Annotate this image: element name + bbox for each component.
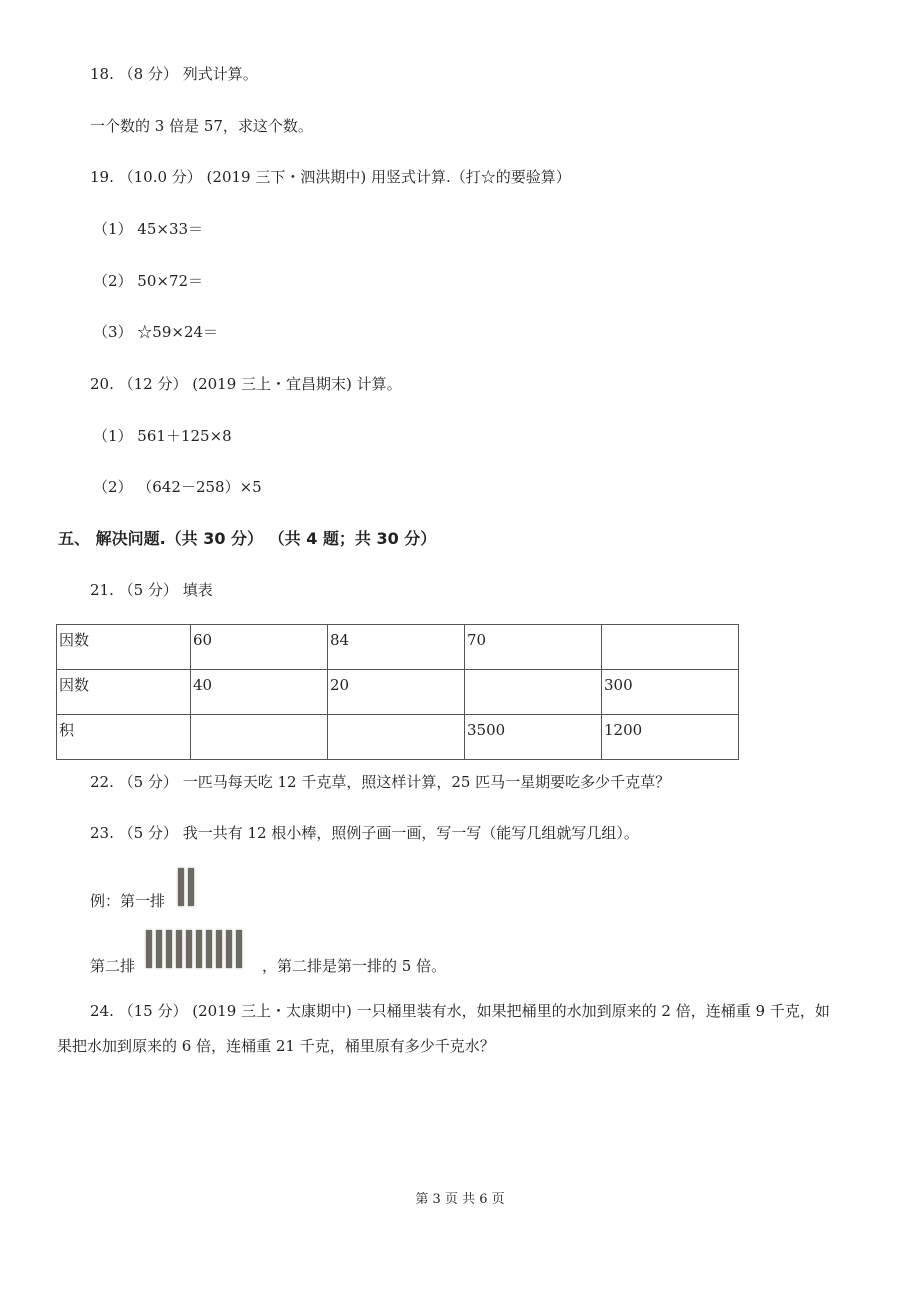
page-footer: 第 3 页 共 6 页 [415, 1192, 505, 1207]
q18-title: 18. （8 分） 列式计算。 [90, 65, 258, 83]
stick [156, 930, 162, 968]
table-cell: 84 [328, 625, 465, 670]
stick [206, 930, 212, 968]
stick [186, 930, 192, 968]
table-cell: 积 [57, 715, 191, 760]
table-cell: 40 [191, 670, 328, 715]
stick [196, 930, 202, 968]
table-cell: 因数 [57, 670, 191, 715]
table-cell: 20 [328, 670, 465, 715]
q21-title: 21. （5 分） 填表 [90, 581, 213, 599]
table-cell [191, 715, 328, 760]
first-row-sticks [178, 868, 198, 906]
q19-title: 19. （10.0 分） (2019 三下・泗洪期中) 用竖式计算.（打☆的要验算） [90, 168, 571, 186]
table-cell [465, 670, 602, 715]
row2-label: 第二排 [90, 957, 136, 975]
q20-title: 20. （12 分） (2019 三上・宜昌期末) 计算。 [90, 375, 402, 393]
q19-item-3: （3） ☆59×24＝ [93, 323, 219, 341]
q24-line-1: 24. （15 分） (2019 三上・太康期中) 一只桶里装有水，如果把桶里的水加到原来的 2 倍，连桶重 9 千克，如 [90, 1002, 830, 1020]
table-cell [328, 715, 465, 760]
q20-item-2: （2） （642－258）×5 [93, 478, 262, 496]
table-row [57, 715, 739, 760]
table-cell [602, 625, 739, 670]
section-title: 五、 解决问题.（共 30 分） （共 4 题；共 30 分） [58, 529, 437, 548]
example-label: 例：第一排 [90, 892, 166, 910]
stick [188, 868, 194, 906]
table-cell: 70 [465, 625, 602, 670]
table-cell: 因数 [57, 625, 191, 670]
second-row-sticks [146, 930, 246, 968]
stick [146, 930, 152, 968]
stick [226, 930, 232, 968]
q20-item-1: （1） 561＋125×8 [93, 427, 232, 445]
stick [236, 930, 242, 968]
q19-item-2: （2） 50×72＝ [93, 272, 204, 290]
table-cell: 3500 [465, 715, 602, 760]
q23-title: 23. （5 分） 我一共有 12 根小棒，照例子画一画，写一写（能写几组就写几组）。 [90, 824, 639, 842]
stick [176, 930, 182, 968]
q24-line-2: 果把水加到原来的 6 倍，连桶重 21 千克，桶里原有多少千克水？ [57, 1037, 495, 1055]
stick [166, 930, 172, 968]
table-cell: 60 [191, 625, 328, 670]
q18-body: 一个数的 3 倍是 57，求这个数。 [90, 117, 313, 135]
q22-title: 22. （5 分） 一匹马每天吃 12 千克草，照这样计算，25 匹马一星期要吃多少千克草？ [90, 773, 671, 791]
stick [216, 930, 222, 968]
q19-item-1: （1） 45×33＝ [93, 220, 204, 238]
table-cell: 1200 [602, 715, 739, 760]
table-cell: 300 [602, 670, 739, 715]
table-row [57, 670, 739, 715]
factor-table [56, 624, 739, 760]
stick [178, 868, 184, 906]
row2-suffix: ，第二排是第一排的 5 倍。 [262, 957, 447, 975]
table-row [57, 625, 739, 670]
